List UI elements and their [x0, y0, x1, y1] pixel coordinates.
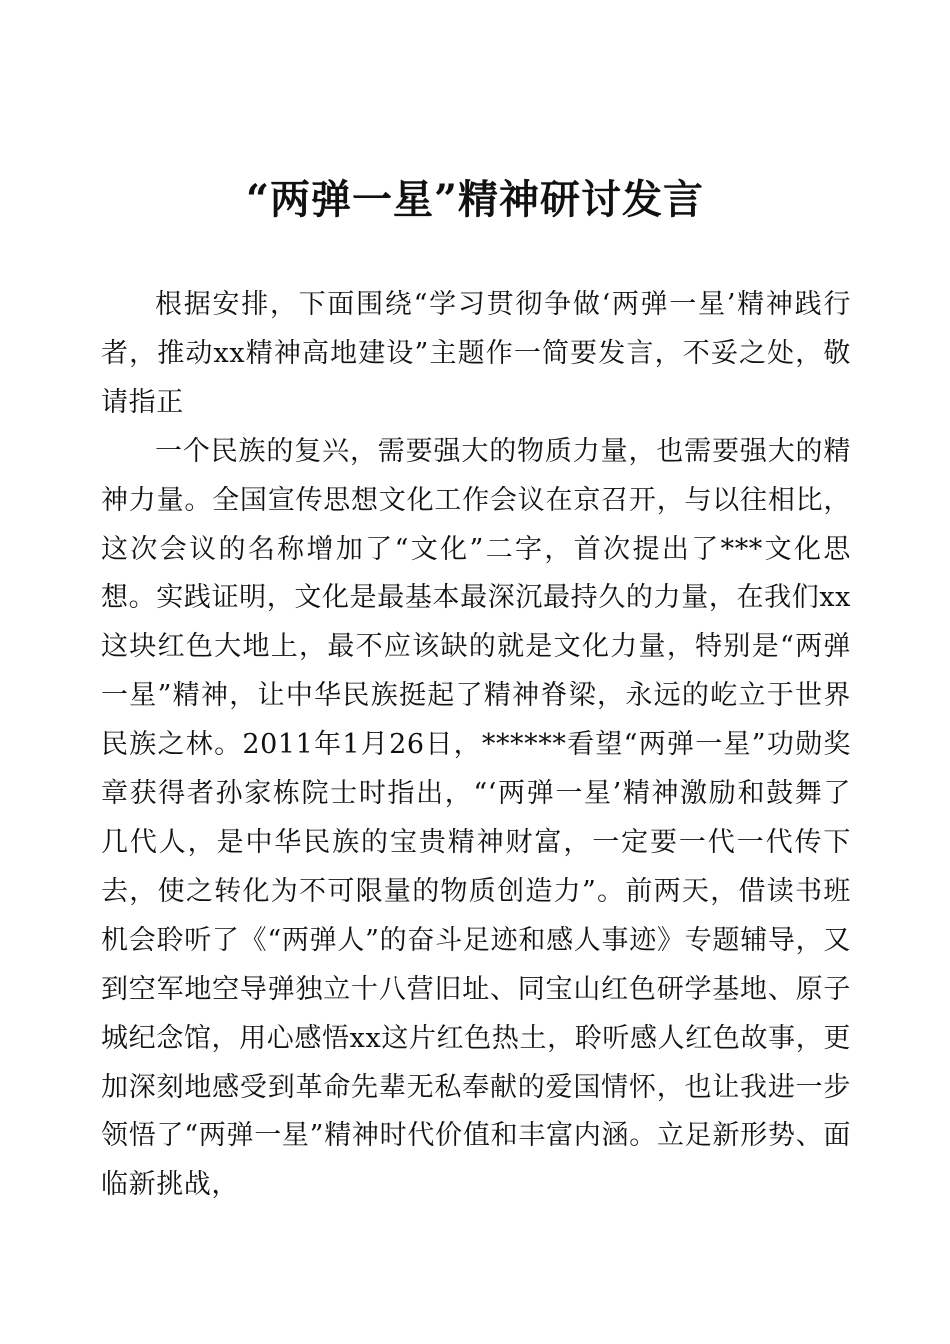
- paragraph-main: 一个民族的复兴，需要强大的物质力量，也需要强大的精神力量。全国宣传思想文化工作会议在京召开，与以往相比，这次会议的名称增加了“文化”二字，首次提出了***文化思想。实践证明，文化是最基本最深沉最持久的力量，在我们xx这块红色大地上，最不应该缺的就是文化力量，特别是“两弹一星”精神，让中华民族挺起了精神脊梁，永远的屹立于世界民族之林。2011年1月26日，******看望“两弹一星”功勋奖章获得者孙家栋院士时指出，“‘两弹一星’精神激励和鼓舞了几代人，是中华民族的宝贵精神财富，一定要一代一代传下去，使之转化为不可限量的物质创造力”。前两天，借读书班机会聆听了《“两弹人”的奋斗足迹和感人事迹》专题辅导，又到空军地空导弹独立十八营旧址、同宝山红色研学基地、原子城纪念馆，用心感悟xx这片红色热土，聆听感人红色故事，更加深刻地感受到革命先辈无私奉献的爱国情怀，也让我进一步领悟了“两弹一星”精神时代价值和丰富内涵。立足新形势、面临新挑战，: [101, 435, 851, 1201]
- document-body: [101, 281, 851, 1210]
- document-title: “两弹一星”精神研讨发言: [245, 176, 704, 223]
- paragraph-intro: 根据安排，下面围绕“学习贯彻争做‘两弹一星’精神践行者，推动xx精神高地建设”主题作一简要发言，不妥之处，敬请指正: [101, 289, 851, 418]
